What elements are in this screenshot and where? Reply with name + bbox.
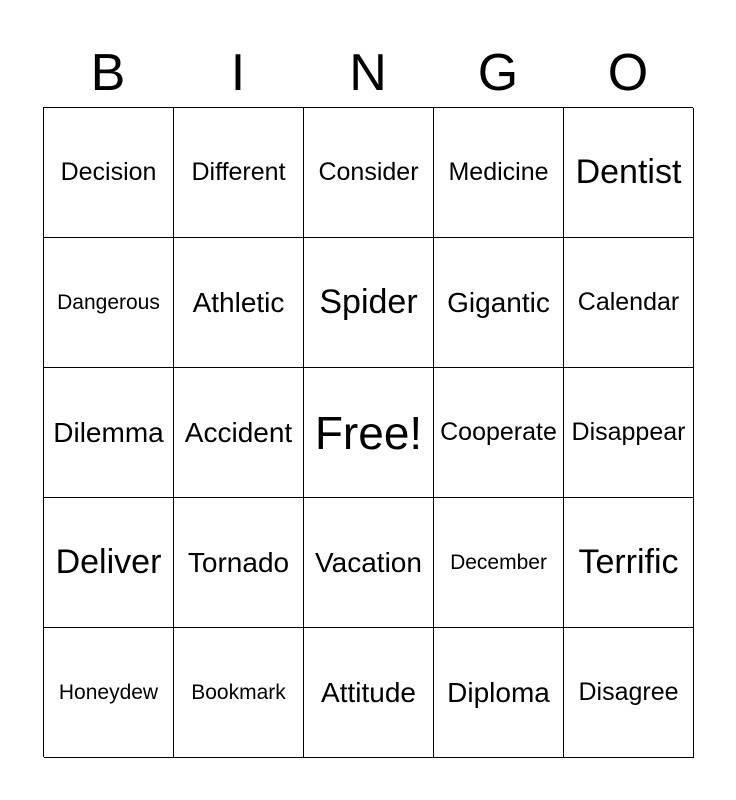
header-letter-i: I [230,44,246,102]
bingo-cell[interactable]: Terrific [564,498,694,628]
bingo-cell[interactable]: Bookmark [174,628,304,758]
bingo-cell[interactable]: Attitude [304,628,434,758]
bingo-cell[interactable]: Cooperate [434,368,564,498]
bingo-cell[interactable]: Calendar [564,238,694,368]
bingo-cell[interactable]: Dentist [564,108,694,238]
bingo-cell[interactable]: Spider [304,238,434,368]
bingo-header [43,40,693,106]
header-letter-b: B [90,44,126,102]
bingo-cell[interactable]: Decision [44,108,174,238]
bingo-cell[interactable]: December [434,498,564,628]
bingo-cell[interactable]: Tornado [174,498,304,628]
bingo-cell[interactable]: Gigantic [434,238,564,368]
bingo-cell[interactable]: Disappear [564,368,694,498]
bingo-cell[interactable]: Diploma [434,628,564,758]
bingo-cell[interactable]: Honeydew [44,628,174,758]
bingo-cell[interactable]: Dilemma [44,368,174,498]
header-letter-g: G [477,44,519,102]
header-letter-n: N [349,44,387,102]
bingo-cell[interactable]: Athletic [174,238,304,368]
bingo-cell[interactable]: Medicine [434,108,564,238]
bingo-cell[interactable]: Accident [174,368,304,498]
bingo-cell[interactable]: Vacation [304,498,434,628]
bingo-cell[interactable]: Consider [304,108,434,238]
header-letter-o: O [607,44,649,102]
bingo-cell[interactable]: Different [174,108,304,238]
bingo-free-space[interactable]: Free! [304,368,434,498]
bingo-card-grid [43,107,693,757]
bingo-cell[interactable]: Dangerous [44,238,174,368]
bingo-cell[interactable]: Disagree [564,628,694,758]
bingo-cell[interactable]: Deliver [44,498,174,628]
